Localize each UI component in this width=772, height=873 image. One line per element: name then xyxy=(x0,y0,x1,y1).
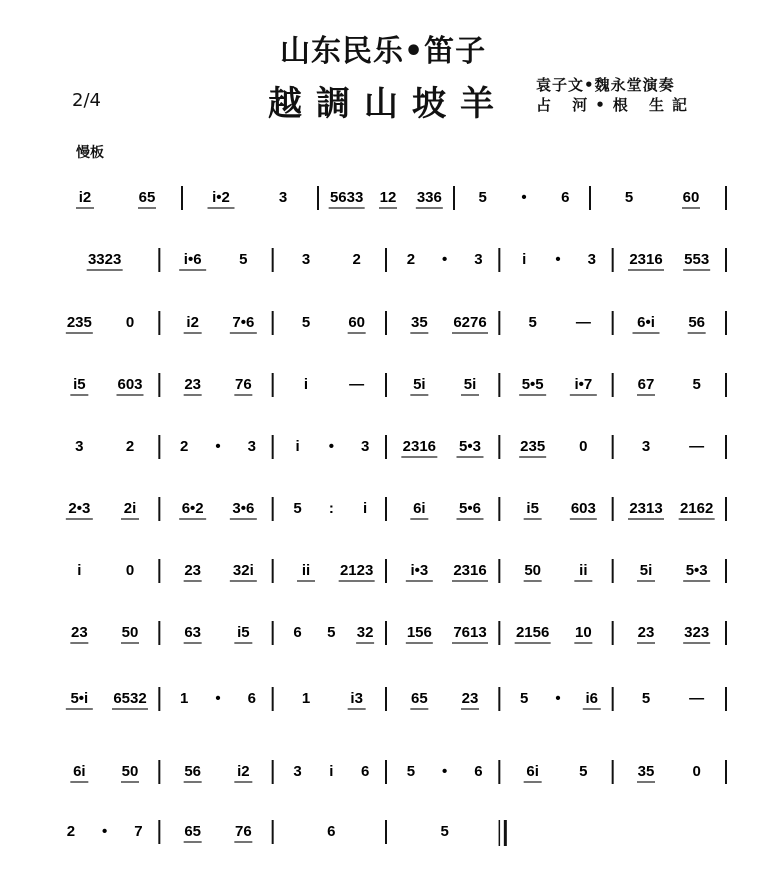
note-group: 65 xyxy=(138,189,156,206)
note-group: • xyxy=(442,251,448,268)
note-group: 2123 xyxy=(339,562,374,579)
note-group: 56 xyxy=(184,763,202,780)
note-group: 6532 xyxy=(113,690,147,707)
note-group: 67 xyxy=(637,376,655,393)
note-group: 2162 xyxy=(679,500,714,517)
note-group: i xyxy=(363,500,368,517)
note-group: 235 xyxy=(66,314,92,331)
note-group: 5 xyxy=(301,314,311,331)
note-group: 6•2 xyxy=(181,500,204,517)
note-group: 7•6 xyxy=(232,314,255,331)
note-group: 3 xyxy=(474,251,483,268)
note-group: 6 xyxy=(561,189,570,206)
note-group: 3 xyxy=(293,763,302,780)
note-group: 5 xyxy=(327,624,336,641)
note-group: • xyxy=(215,438,221,455)
note-group: 2i xyxy=(123,500,137,517)
note-group: • xyxy=(555,251,561,268)
note-group: i xyxy=(77,562,82,579)
note-group: ii xyxy=(579,562,588,579)
note-group: i2 xyxy=(237,763,250,780)
note-group: 5 xyxy=(239,251,248,268)
note-group: 3•6 xyxy=(232,500,255,517)
note-group: 3 xyxy=(587,251,596,268)
note-group: i•3 xyxy=(410,562,429,579)
note-group: 5i xyxy=(413,376,426,393)
note-group: 3 xyxy=(278,189,288,206)
note-group: 6 xyxy=(293,624,302,641)
note-group: 5 xyxy=(520,690,529,707)
note-group: 5 xyxy=(440,823,449,840)
note-group: 5633 xyxy=(329,189,364,206)
note-group: i3 xyxy=(350,690,363,707)
note-group: 56 xyxy=(688,314,706,331)
note-group: 3 xyxy=(247,438,256,455)
title: 山东民乐•笛子 xyxy=(280,34,487,69)
note-group: i•7 xyxy=(574,376,593,393)
note-group: — xyxy=(575,314,591,331)
note-group: 2•3 xyxy=(68,500,91,517)
note-group: 3 xyxy=(360,438,370,455)
note-group: i xyxy=(522,251,527,268)
note-group: 603 xyxy=(117,376,143,393)
note-group: 23 xyxy=(70,624,88,641)
note-group: 65 xyxy=(184,823,202,840)
note-group: • xyxy=(442,763,448,780)
note-group: 12 xyxy=(379,189,397,206)
note-group: 23 xyxy=(637,624,655,641)
note-group: 2316 xyxy=(402,438,437,455)
note-group: 323 xyxy=(684,624,710,641)
note-group: 6i xyxy=(73,763,86,780)
note-group: 2316 xyxy=(453,562,487,579)
note-group: 23 xyxy=(184,562,202,579)
note-group: i2 xyxy=(78,189,92,206)
note-group: i6 xyxy=(585,690,599,707)
note-group: i5 xyxy=(237,624,250,641)
note-group: 3323 xyxy=(87,251,122,268)
note-group: 5•3 xyxy=(459,438,481,455)
note-group: 0 xyxy=(692,763,701,780)
note-group: • xyxy=(555,690,561,707)
note-group: i xyxy=(303,376,309,393)
note-group: 2313 xyxy=(629,500,663,517)
notation-credit: 占 河•根 生記 xyxy=(536,96,696,114)
note-group: 76 xyxy=(234,376,252,393)
note-group: 2 xyxy=(352,251,361,268)
note-group: 5•5 xyxy=(521,376,544,393)
note-group: i•2 xyxy=(212,189,230,206)
note-group: i xyxy=(295,438,300,455)
tempo-marking: 慢板 xyxy=(76,145,104,161)
note-group: 23 xyxy=(461,690,479,707)
note-group: 5i xyxy=(463,376,477,393)
note-group: 3 xyxy=(75,438,84,455)
note-group: 63 xyxy=(184,624,202,641)
note-group: 5•i xyxy=(70,690,89,707)
note-group: 6 xyxy=(360,763,370,780)
note-group: 5 xyxy=(624,189,634,206)
note-group: i5 xyxy=(73,376,86,393)
note-group: 5 xyxy=(528,314,537,331)
note-group: : xyxy=(328,500,334,517)
note-group: 5•3 xyxy=(685,562,708,579)
note-group: i•6 xyxy=(183,251,202,268)
note-group: 65 xyxy=(410,690,428,707)
note-group: • xyxy=(521,189,527,206)
note-group: 235 xyxy=(520,438,546,455)
note-group: 2316 xyxy=(629,251,663,268)
note-group: 1 xyxy=(301,690,311,707)
note-group: 76 xyxy=(234,823,252,840)
note-group: ii xyxy=(301,562,311,579)
note-group: 6 xyxy=(327,823,336,840)
note-group: 35 xyxy=(637,763,655,780)
note-group: • xyxy=(102,823,108,840)
note-group: 10 xyxy=(574,624,592,641)
note-group: 603 xyxy=(570,500,596,517)
note-group: 6 xyxy=(247,690,256,707)
note-group: 0 xyxy=(125,562,135,579)
note-group: i2 xyxy=(186,314,199,331)
note-group: 2 xyxy=(180,438,189,455)
note-group: 5•6 xyxy=(459,500,481,517)
note-group: • xyxy=(215,690,221,707)
note-group: 2156 xyxy=(515,624,550,641)
note-group: 6276 xyxy=(453,314,487,331)
note-group: 5i xyxy=(639,562,653,579)
note-group: 5 xyxy=(692,376,701,393)
note-group: 336 xyxy=(416,189,442,206)
note-group: 7 xyxy=(134,823,143,840)
note-group: • xyxy=(328,438,334,455)
note-group: 50 xyxy=(524,562,542,579)
note-group: 0 xyxy=(125,314,135,331)
note-group: 553 xyxy=(684,251,710,268)
note-group: 3 xyxy=(641,438,651,455)
note-group: 23 xyxy=(184,376,202,393)
note-group: 5 xyxy=(478,189,487,206)
time-signature: 2/4 xyxy=(72,90,101,111)
note-group: 2 xyxy=(66,823,76,840)
note-group: 5 xyxy=(641,690,651,707)
note-group: 156 xyxy=(406,624,432,641)
note-group: 6i xyxy=(413,500,426,517)
note-group: 32 xyxy=(356,624,374,641)
note-group: — xyxy=(349,376,365,393)
note-group: 60 xyxy=(682,189,700,206)
note-group: i xyxy=(329,763,334,780)
note-group: 5 xyxy=(579,763,588,780)
note-group: 1 xyxy=(180,690,189,707)
note-group: 6•i xyxy=(637,314,655,331)
note-group: 35 xyxy=(410,314,428,331)
note-group: 2 xyxy=(406,251,416,268)
note-group: 32i xyxy=(232,562,254,579)
note-group: 50 xyxy=(121,624,139,641)
subtitle: 越調山坡羊 xyxy=(268,84,508,124)
note-group: 2 xyxy=(125,438,135,455)
note-group: — xyxy=(689,438,705,455)
note-group: 5 xyxy=(293,500,302,517)
performers: 袁子文•魏永堂演奏 xyxy=(536,76,675,94)
note-group: 6 xyxy=(474,763,483,780)
note-group: 50 xyxy=(121,763,139,780)
note-group: 60 xyxy=(348,314,366,331)
note-group: — xyxy=(689,690,705,707)
note-group: i5 xyxy=(526,500,539,517)
note-group: 6i xyxy=(526,763,539,780)
note-group: 7613 xyxy=(453,624,487,641)
note-group: 5 xyxy=(406,763,416,780)
note-group: 3 xyxy=(301,251,311,268)
note-group: 0 xyxy=(579,438,588,455)
